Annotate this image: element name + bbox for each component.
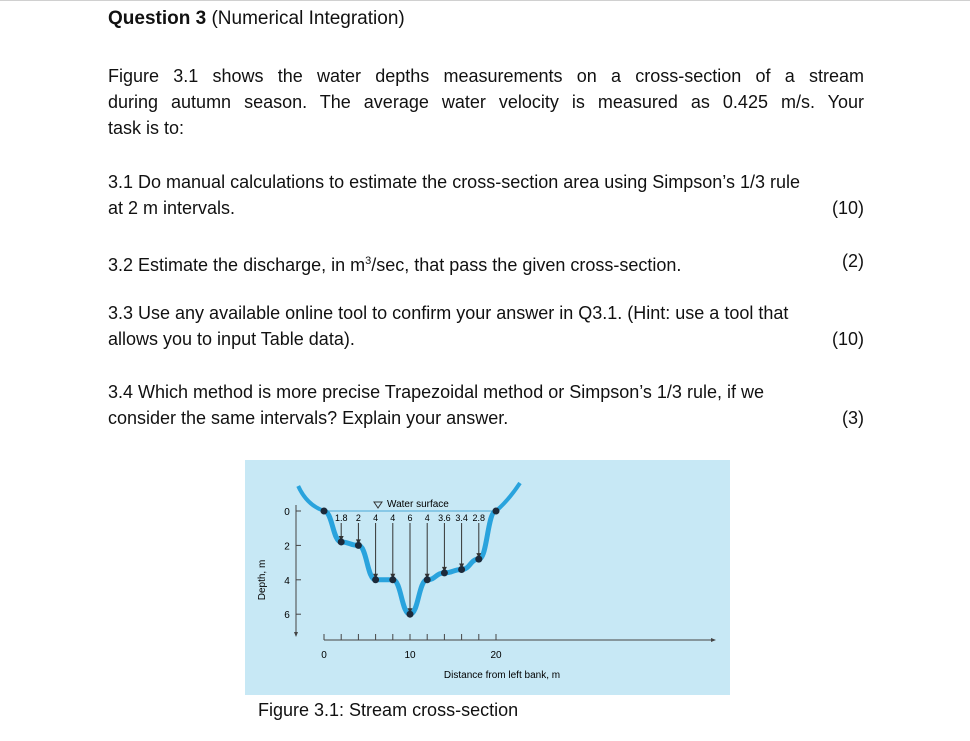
depth-label: 1.8 <box>334 513 348 523</box>
stream-cross-section-figure <box>245 460 730 695</box>
depth-label: 3.6 <box>438 513 451 523</box>
q32-superscript: 3 <box>365 255 372 267</box>
intro-line-3: task is to: <box>108 118 185 138</box>
y-tick-label: 2 <box>284 541 290 553</box>
measurement-point <box>321 508 328 515</box>
x-tick-label: 20 <box>490 650 502 661</box>
question-number: Question 3 <box>108 8 207 29</box>
q33-marks: (10) <box>831 329 864 349</box>
water-surface-label: Water surface <box>387 499 449 510</box>
q31-marks: (10) <box>831 198 864 218</box>
measurement-point <box>372 576 379 583</box>
q31-line-2: at 2 m intervals. <box>108 198 236 218</box>
measurement-point <box>407 611 414 618</box>
measurement-point <box>338 538 345 545</box>
left-bank <box>298 486 324 511</box>
measurement-point <box>389 576 396 583</box>
y-tick-label: 0 <box>284 507 290 518</box>
question-title <box>108 8 405 30</box>
measurement-point <box>458 566 465 573</box>
x-axis-label: Distance from left bank, m <box>443 670 561 681</box>
intro-line-2: during autumn season. The average water velocity is measured as 0.425 m/s. Your <box>108 92 864 112</box>
depth-label: 4 <box>390 513 396 523</box>
depth-label: 6 <box>407 513 413 523</box>
measurement-point <box>475 556 482 563</box>
q32-text <box>108 248 681 278</box>
x-tick-label: 0 <box>321 650 327 661</box>
x-tick-label: 10 <box>404 650 416 661</box>
q31-line-1: 3.1 Do manual calculations to estimate the cross-section area using Simpson’s 1/3 rule <box>108 172 801 192</box>
intro-line-1: Figure 3.1 shows the water depths measurements on a cross-section of a stream <box>108 66 864 86</box>
y-axis-arrow <box>294 632 298 637</box>
y-axis-label: Depth, m <box>257 559 268 601</box>
cross-section-chart <box>245 460 730 695</box>
depth-label: 2 <box>355 513 361 523</box>
q32-text-post: /sec, that pass the given cross-section. <box>371 255 682 275</box>
y-tick-label: 4 <box>284 575 290 587</box>
q34-line-2: consider the same intervals? Explain your answer. <box>108 408 509 428</box>
measurement-point <box>493 508 500 515</box>
measurement-point <box>355 542 362 549</box>
depth-label: 2.8 <box>472 513 486 523</box>
question-3-2 <box>108 248 864 278</box>
question-topic: (Numerical Integration) <box>211 8 405 29</box>
q34-marks: (3) <box>842 408 864 428</box>
question-3-3 <box>108 300 864 352</box>
depth-label: 3.4 <box>455 513 468 523</box>
water-surface-icon <box>374 502 382 508</box>
q34-line-1: 3.4 Which method is more precise Trapezoidal method or Simpson’s 1/3 rule, if we <box>108 382 764 402</box>
q33-line-1: 3.3 Use any available online tool to confirm your answer in Q3.1. (Hint: use a tool that <box>108 303 789 323</box>
depth-label: 4 <box>373 513 379 523</box>
top-rule <box>0 0 970 1</box>
y-tick-label: 6 <box>284 610 290 622</box>
q33-line-2: allows you to input Table data). <box>108 329 355 349</box>
q32-marks: (2) <box>842 251 864 271</box>
intro-paragraph <box>108 63 864 141</box>
measurement-point <box>441 569 448 576</box>
x-axis-arrow <box>711 638 716 642</box>
question-3-4 <box>108 379 864 431</box>
depth-label: 4 <box>424 513 430 523</box>
figure-caption: Figure 3.1: Stream cross-section <box>258 700 519 720</box>
question-3-1 <box>108 169 864 221</box>
q32-text-pre: 3.2 Estimate the discharge, in m <box>108 255 366 275</box>
right-bank <box>496 483 520 511</box>
measurement-point <box>424 576 431 583</box>
